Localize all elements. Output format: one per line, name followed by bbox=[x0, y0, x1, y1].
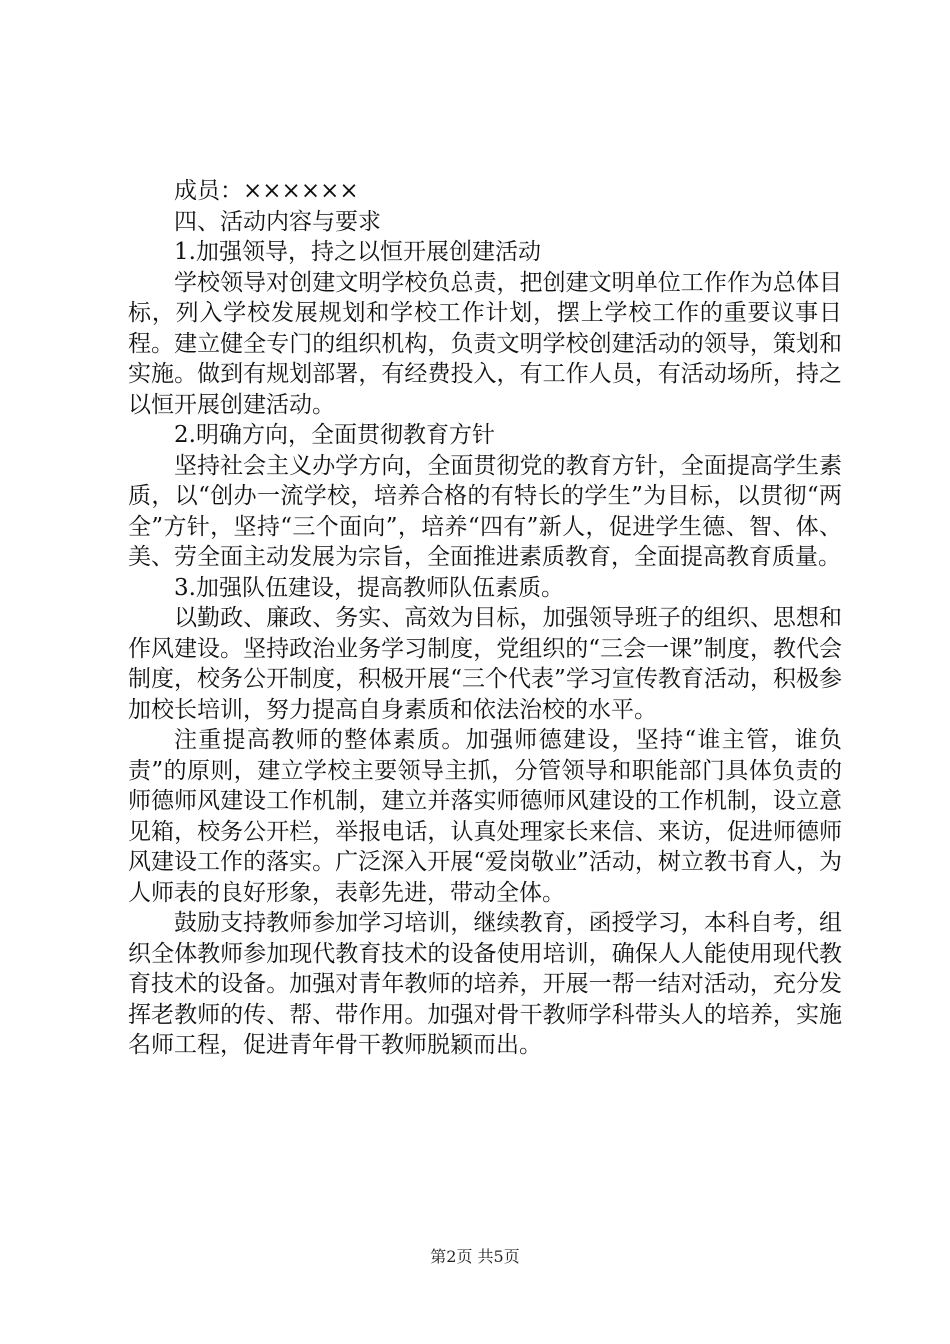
paragraph-teacher-training: 鼓励支持教师参加学习培训，继续教育，函授学习，本科自考，组织全体教师参加现代教育技术的设备使用培训，确保人人能使用现代教育技术的设备。加强对青年教师的培养，开展一帮一结对活动，充分发挥老教师的传、帮、带作用。加强对骨干教师学科带头人的培养，实施名师工程，促进青年骨干教师脱颖而出。 bbox=[128, 910, 842, 1058]
paragraph-direction: 坚持社会主义办学方向，全面贯彻党的教育方针，全面提高学生素质，以“创办一流学校，培养合格的有特长的学生”为目标，以贯彻“两全”方针，坚持“三个面向”，培养“四有”新人，促进学生德、智、体、美、劳全面主动发展为宗旨，全面推进素质教育，全面提高教育质量。 bbox=[128, 452, 842, 570]
section-heading-activities: 四、活动内容与要求 bbox=[174, 208, 381, 235]
document-body bbox=[128, 176, 842, 1061]
page-number-footer: 第2页 共5页 bbox=[430, 1247, 520, 1266]
subheading-team-building: 3.加强队伍建设，提高教师队伍素质。 bbox=[174, 574, 564, 601]
members-line: 成员：×××××× bbox=[174, 178, 359, 204]
paragraph-leadership-team: 以勤政、廉政、务实、高效为目标，加强领导班子的组织、思想和作风建设。坚持政治业务学习制度，党组织的“三会一课”制度，教代会制度，校务公开制度，积极开展“三个代表”学习宣传教育活动，积极参加校长培训，努力提高自身素质和依法治校的水平。 bbox=[128, 605, 842, 723]
subheading-direction: 2.明确方向，全面贯彻教育方针 bbox=[174, 422, 495, 448]
paragraph-leadership: 学校领导对创建文明学校负总责，把创建文明单位工作作为总体目标，列入学校发展规划和学校工作计划，摆上学校工作的重要议事日程。建立健全专门的组织机构，负责文明学校创建活动的领导，策划和实施。做到有规划部署，有经费投入，有工作人员，有活动场所，持之以恒开展创建活动。 bbox=[128, 269, 842, 418]
subheading-leadership: 1.加强领导，持之以恒开展创建活动 bbox=[174, 239, 541, 265]
paragraph-teacher-quality: 注重提高教师的整体素质。加强师德建设，坚持“谁主管，谁负责”的原则，建立学校主要领导主抓，分管领导和职能部门具体负责的师德师风建设工作机制，建立并落实师德师风建设的工作机制，设立意见箱，校务公开栏，举报电话，认真处理家长来信、来访，促进师德师风建设工作的落实。广泛深入开展“爱岗敬业”活动，树立教书育人，为人师表的良好形象，表彰先进，带动全体。 bbox=[128, 727, 842, 906]
